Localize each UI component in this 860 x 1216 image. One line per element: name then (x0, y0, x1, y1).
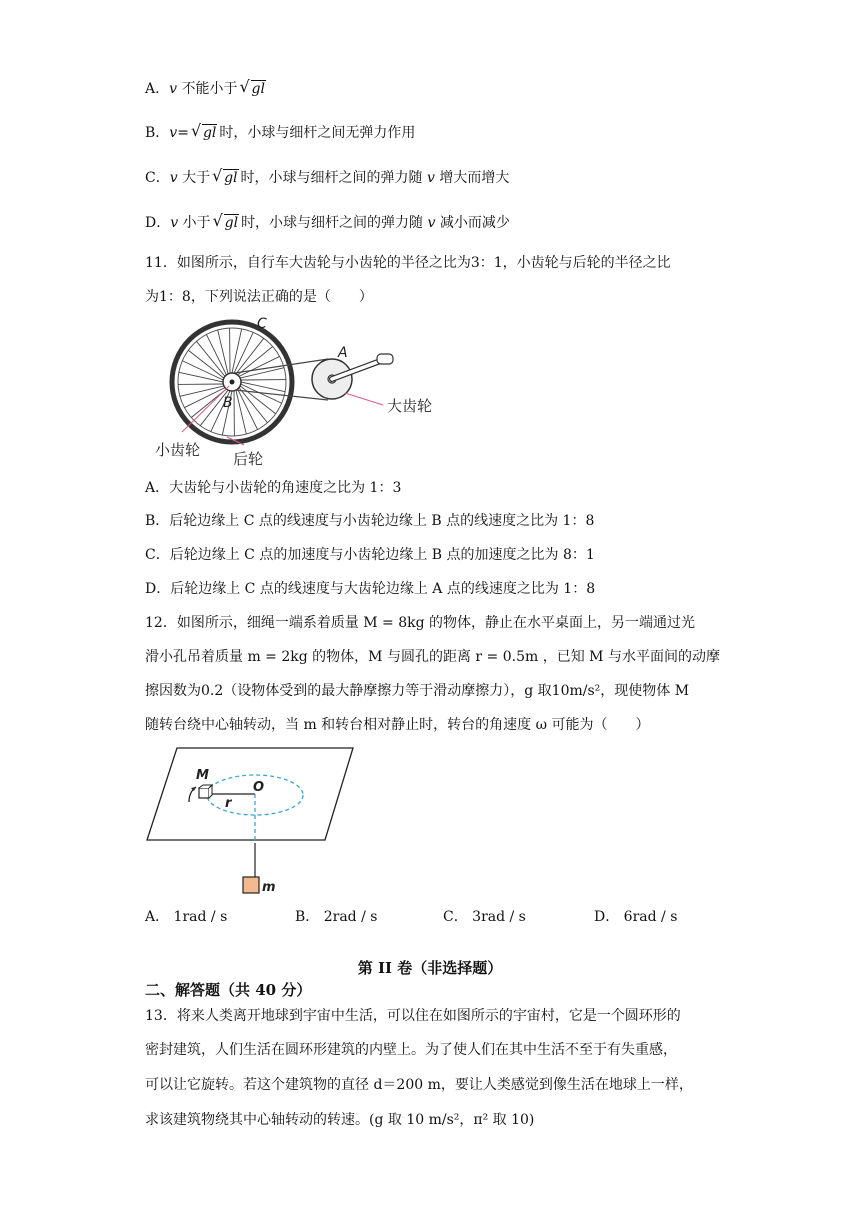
option-letter: A． (145, 81, 170, 97)
q12-option-d: D． 6rad / s (594, 909, 678, 925)
turntable-figure (145, 745, 365, 900)
q11-option-b: B．后轮边缘上 C 点的线速度与小齿轮边缘上 B 点的线速度之比为 1：8 (145, 513, 595, 529)
q10-option-a (145, 79, 268, 99)
option-text: 时，小球与细杆之间无弹力作用 (219, 125, 416, 141)
q10-option-c (145, 168, 509, 188)
option-letter: D． (145, 215, 171, 231)
var-v: v (427, 215, 436, 231)
label-a: A (338, 345, 348, 361)
q11-stem-line1: 11．如图所示，自行车大齿轮与小齿轮的半径之比为3：1，小齿轮与后轮的半径之比 (145, 255, 671, 271)
option-letter: C． (145, 170, 170, 186)
q12-stem-line1: 12．如图所示，细绳一端系着质量 M = 8kg 的物体，静止在水平桌面上，另一端通过光 (145, 615, 696, 631)
q13-stem-line1: 13．将来人类离开地球到宇宙中生活，可以住在如图所示的宇宙村，它是一个圆环形的 (145, 1008, 681, 1024)
label-b: B (223, 395, 233, 411)
q10-option-d (145, 213, 510, 233)
bicycle-gear-figure (145, 310, 455, 470)
label-m: m (262, 880, 276, 895)
option-text: 增大而增大 (439, 170, 510, 186)
section-heading: 二、解答题（共 40 分） (145, 981, 312, 999)
label-rear-wheel: 后轮 (233, 450, 264, 468)
wheel-spoke (238, 346, 273, 374)
q11-option-d: D．后轮边缘上 C 点的线速度与大齿轮边缘上 A 点的线速度之比为 1：8 (145, 581, 596, 597)
q11-option-a: A．大齿轮与小齿轮的角速度之比为 1：3 (145, 480, 402, 496)
wheel-spoke (241, 384, 282, 403)
q13-stem-line3: 可以让它旋转。若这个建筑物的直径 d＝200 m，要让人类感觉到像生活在地球上一样， (145, 1077, 693, 1093)
option-text: 大于 (182, 170, 211, 186)
var-v: v (169, 170, 178, 186)
q12-option-a: A． 1rad / s (145, 909, 228, 925)
q10-option-b (145, 123, 415, 143)
q12-option-c: C． 3rad / s (443, 909, 526, 925)
q13-stem-line2: 密封建筑，人们生活在圆环形建筑的内壁上。为了使人们在其中生活不至于有失重感， (145, 1042, 677, 1058)
var-v: v= (169, 125, 189, 141)
sqrt-gl: √ gl (191, 123, 217, 143)
var-v: v (427, 170, 435, 186)
wheel-spoke (240, 386, 276, 414)
label-r: r (225, 796, 232, 811)
wheel-spoke (236, 338, 264, 374)
block-M (199, 785, 212, 798)
wheel-spoke (182, 361, 223, 380)
wheel-spoke (234, 332, 253, 373)
wheel-spoke (196, 341, 224, 376)
var-v: v (169, 81, 178, 97)
option-text: 小于 (182, 215, 211, 231)
sqrt-gl: √ gl (213, 213, 239, 233)
section-title: 第 II 卷（非选择题） (357, 959, 503, 977)
var-v: v (170, 215, 179, 231)
option-text: 时，小球与细杆之间的弹力随 (241, 215, 424, 231)
big-gear-drawing (312, 354, 393, 399)
option-letter: B． (145, 125, 170, 141)
label-c: C (257, 316, 267, 332)
block-m (243, 877, 259, 893)
sqrt-gl: √ gl (240, 79, 266, 99)
q12-stem-line2: 滑小孔吊着质量 m = 2kg 的物体，M 与圆孔的距离 r = 0.5m ，已知 M 与水平面间的动摩 (145, 649, 720, 665)
q12-stem-line4: 随转台绕中心轴转动，当 m 和转台相对静止时，转台的角速度 ω 可能为（ ） (145, 717, 650, 733)
option-text: 时，小球与细杆之间的弹力随 (240, 170, 423, 186)
label-M: M (196, 768, 209, 783)
wheel-spoke (188, 350, 224, 378)
option-text: 不能小于 (181, 81, 238, 97)
q11-stem-line2: 为1：8，下列说法正确的是（ ） (145, 289, 373, 305)
q13-stem-line4: 求该建筑物绕其中心轴转动的转速。(g 取 10 m/s²，π² 取 10) (145, 1112, 535, 1128)
label-small-gear: 小齿轮 (155, 441, 201, 459)
label-big-gear: 大齿轮 (387, 397, 433, 415)
q12-option-b: B． 2rad / s (295, 909, 378, 925)
sqrt-gl: √ gl (212, 168, 238, 188)
option-text: 减小而减少 (439, 215, 510, 231)
q11-option-c: C．后轮边缘上 C 点的加速度与小齿轮边缘上 B 点的加速度之比为 8：1 (145, 547, 595, 563)
label-O: O (253, 780, 265, 795)
q12-stem-line3: 擦因数为0.2（设物体受到的最大静摩擦力等于滑动摩擦力），g 取10m/s²，现使物体 M (145, 683, 690, 699)
